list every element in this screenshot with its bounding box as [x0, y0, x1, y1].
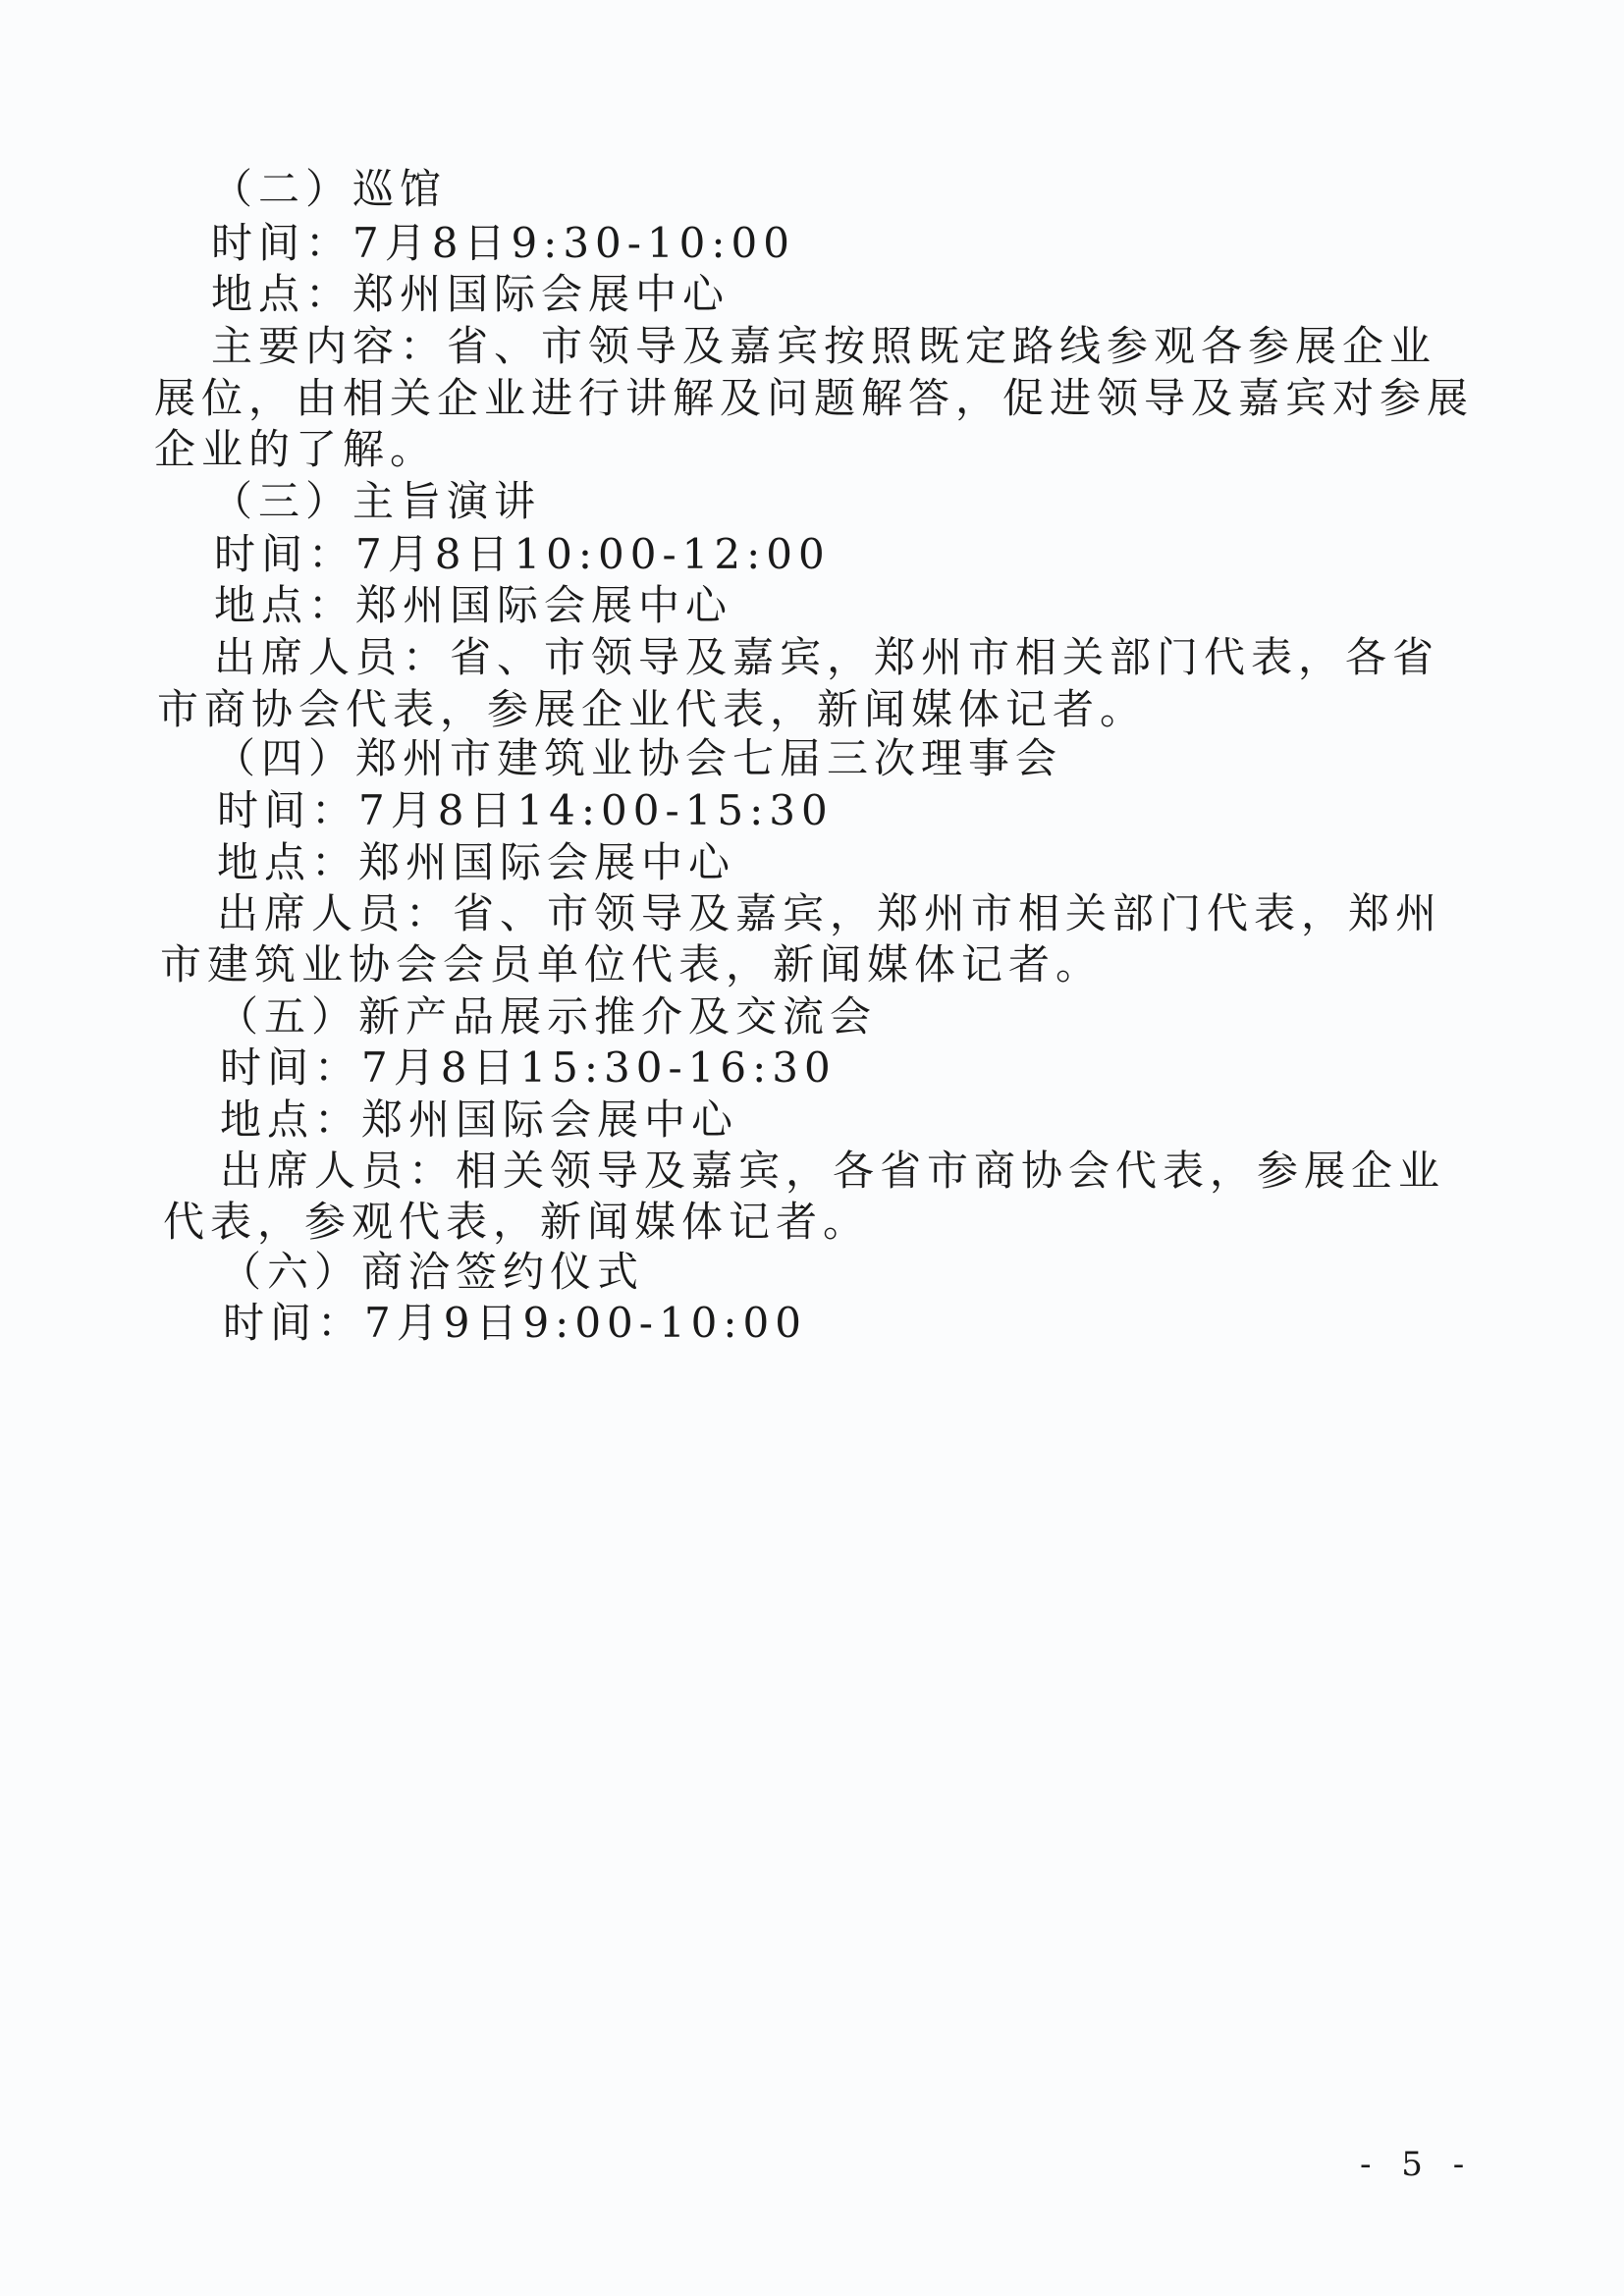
section-detail-launch-line2: 代表，参观代表，新闻媒体记者。	[163, 1198, 871, 1246]
section-detail-keynote-line1: 出席人员：省、市领导及嘉宾，郑州市相关部门代表，各省	[214, 633, 1440, 681]
section-heading-launch: （五）新产品展示推介及交流会	[217, 992, 878, 1041]
section-place-tour: 地点：郑州国际会展中心	[211, 270, 731, 318]
section-detail-keynote-line2: 市商协会代表，参展企业代表，新闻媒体记者。	[157, 685, 1148, 733]
page-number: - 5 -	[1360, 2145, 1475, 2184]
section-time-council: 时间：7月8日14:00-15:30	[217, 786, 834, 834]
section-heading-tour: （二）巡馆	[211, 165, 448, 213]
section-time-signing: 时间：7月9日9:00-10:00	[223, 1299, 807, 1347]
section-detail-tour-line3: 企业的了解。	[154, 425, 438, 473]
section-heading-signing: （六）商洽签约仪式	[220, 1248, 645, 1296]
section-place-council: 地点：郑州国际会展中心	[217, 838, 736, 886]
section-place-launch: 地点：郑州国际会展中心	[220, 1095, 739, 1144]
section-detail-tour-line2: 展位，由相关企业进行讲解及问题解答，促进领导及嘉宾对参展	[154, 374, 1475, 422]
section-detail-council-line2: 市建筑业协会会员单位代表，新闻媒体记者。	[160, 940, 1104, 988]
section-detail-council-line1: 出席人员：省、市领导及嘉宾，郑州市相关部门代表，郑州	[217, 889, 1443, 937]
section-detail-launch-line1: 出席人员：相关领导及嘉宾，各省市商协会代表，参展企业	[220, 1147, 1446, 1195]
section-heading-keynote: （三）主旨演讲	[211, 477, 542, 525]
section-time-keynote: 时间：7月8日10:00-12:00	[214, 530, 831, 578]
section-time-launch: 时间：7月8日15:30-16:30	[220, 1043, 837, 1092]
section-time-tour: 时间：7月8日9:30-10:00	[211, 219, 795, 267]
section-place-keynote: 地点：郑州国际会展中心	[214, 581, 733, 629]
section-heading-council: （四）郑州市建筑业协会七届三次理事会	[214, 734, 1063, 782]
section-detail-tour-line1: 主要内容：省、市领导及嘉宾按照既定路线参观各参展企业	[211, 322, 1437, 370]
